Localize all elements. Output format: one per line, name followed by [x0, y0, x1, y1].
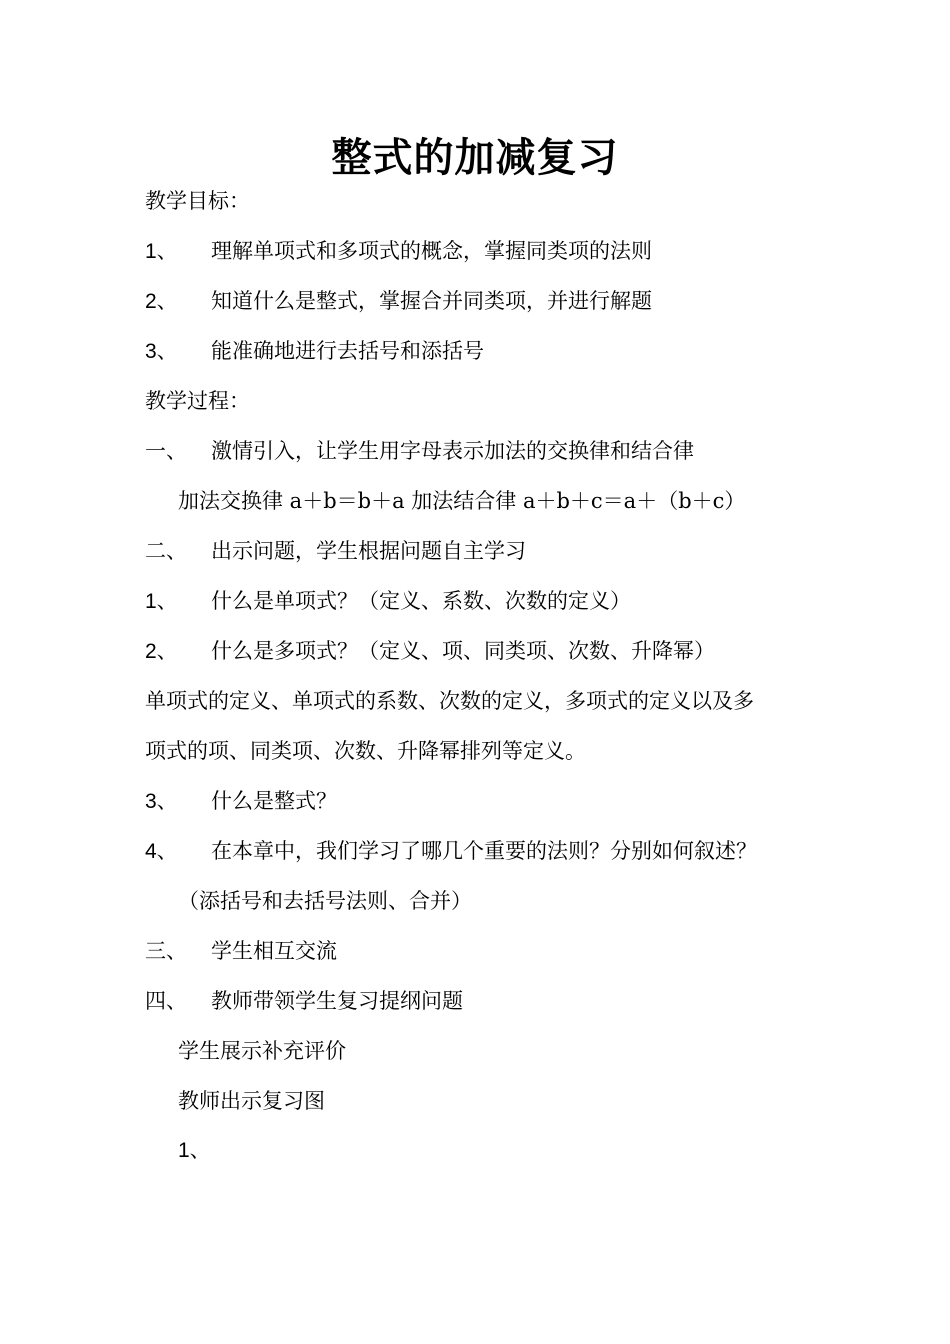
- section-text: 教师带领学生复习提纲问题: [211, 989, 463, 1013]
- document-title: 整式的加减复习: [331, 134, 619, 181]
- list-number: 3、: [145, 340, 178, 363]
- list-number: 4、: [145, 840, 178, 863]
- question-text: 什么是单项式？（定义、系数、次数的定义）: [211, 589, 631, 613]
- paragraph-line: 项式的项、同类项、次数、升降幂排列等定义。: [145, 739, 586, 763]
- objectives-heading: 教学目标：: [145, 189, 250, 213]
- section-text: 激情引入，让学生用字母表示加法的交换律和结合律: [211, 439, 694, 463]
- formula-line: 加法交换律 a＋b＝b＋a 加法结合律 a＋b＋c＝a＋（b＋c）: [178, 489, 746, 513]
- paragraph-line: 单项式的定义、单项式的系数、次数的定义，多项式的定义以及多: [145, 689, 754, 713]
- section-item: [145, 986, 463, 1017]
- question-item: [145, 636, 715, 667]
- question-item: [145, 586, 631, 617]
- list-number: 3、: [145, 790, 178, 813]
- list-number: 2、: [145, 640, 178, 663]
- objective-text: 理解单项式和多项式的概念，掌握同类项的法则: [211, 239, 652, 263]
- list-number: 1、: [145, 240, 178, 263]
- question-item: [145, 786, 337, 817]
- list-number: 2、: [145, 290, 178, 313]
- question-text: 在本章中，我们学习了哪几个重要的法则？分别如何叙述？: [211, 839, 757, 863]
- section-item: [145, 536, 526, 567]
- objective-item: [145, 286, 652, 317]
- question-text: 什么是整式？: [211, 789, 337, 813]
- section-text: 学生相互交流: [211, 939, 337, 963]
- list-number: 1、: [145, 590, 178, 613]
- section-subline: 学生展示补充评价: [178, 1039, 346, 1063]
- objective-text: 能准确地进行去括号和添括号: [211, 339, 484, 363]
- section-number: 三、: [145, 940, 187, 963]
- section-subline: 教师出示复习图: [178, 1089, 325, 1113]
- section-number: 四、: [145, 990, 187, 1013]
- section-item: [145, 436, 694, 467]
- objective-item: [145, 336, 484, 367]
- question-note: （添括号和去括号法则、合并）: [178, 889, 472, 913]
- section-text: 出示问题，学生根据问题自主学习: [211, 539, 526, 563]
- list-number: 1、: [178, 1139, 211, 1162]
- objective-text: 知道什么是整式，掌握合并同类项，并进行解题: [211, 289, 652, 313]
- section-number: 二、: [145, 540, 187, 563]
- process-heading: 教学过程：: [145, 389, 250, 413]
- section-number: 一、: [145, 440, 187, 463]
- section-item: [145, 936, 337, 967]
- question-item: [145, 836, 757, 867]
- objective-item: [145, 236, 652, 267]
- question-text: 什么是多项式？（定义、项、同类项、次数、升降幂）: [211, 639, 715, 663]
